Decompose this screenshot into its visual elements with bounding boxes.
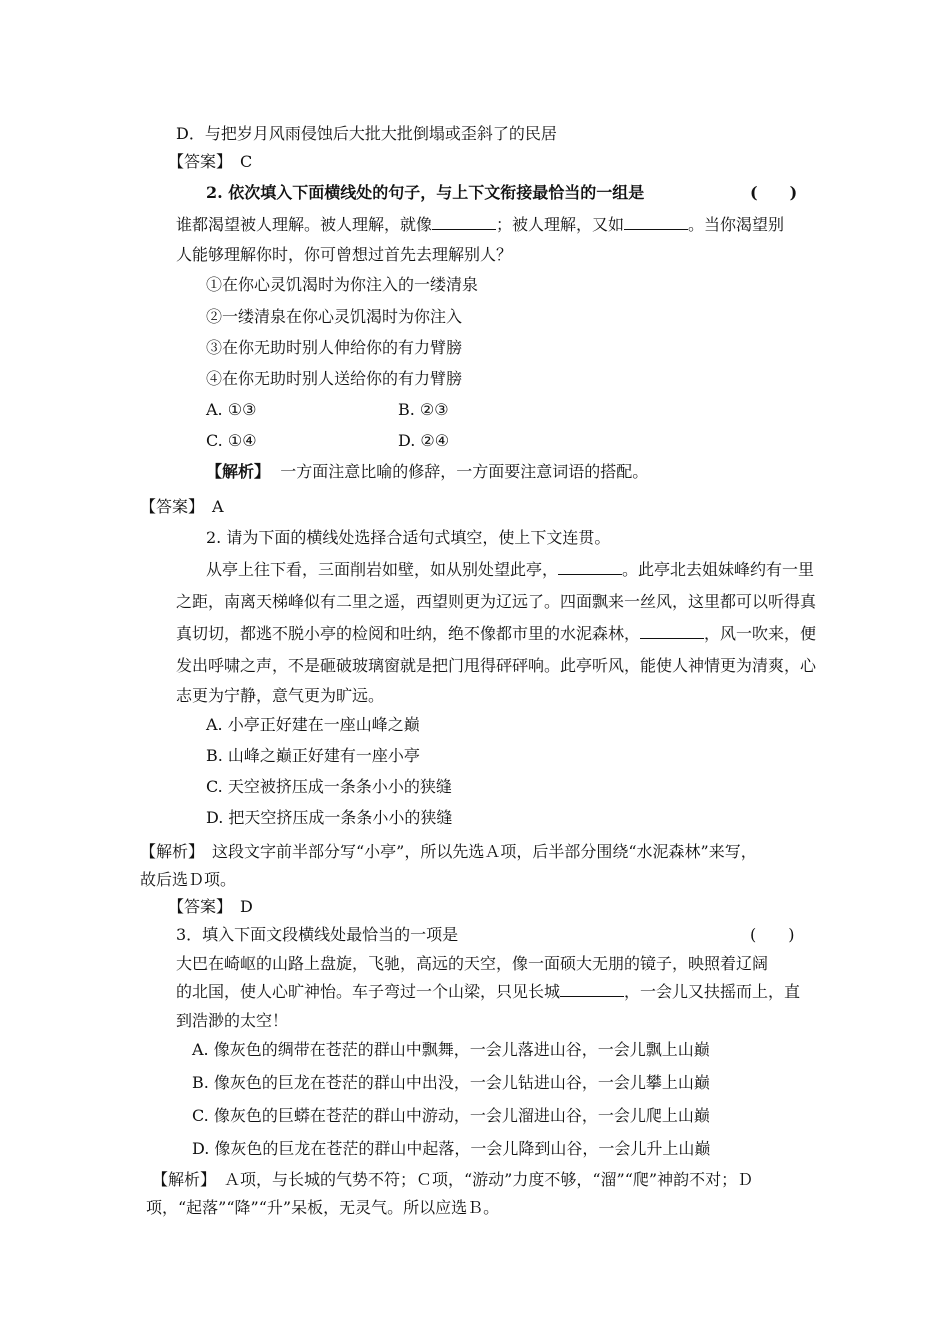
- passage-line: 到浩渺的太空！: [176, 1011, 289, 1030]
- option-c: C. 天空被挤压成一条条小小的狭缝: [206, 777, 452, 796]
- option-a: A. ①③: [206, 400, 257, 419]
- option-b: B. 像灰色的巨龙在苍茫的群山中出没，一会儿钻进山谷，一会儿攀上山巅: [192, 1073, 710, 1092]
- option-a: A. 像灰色的绸带在苍茫的群山中飘舞，一会儿落进山谷，一会儿飘上山巅: [192, 1040, 710, 1059]
- option-d: D. ②④: [398, 431, 450, 450]
- passage-text: 。当你渴望别: [688, 215, 785, 234]
- option-d: D. 把天空挤压成一条条小小的狭缝: [206, 808, 453, 827]
- sentence-2: ②一缕清泉在你心灵饥渴时为你注入: [206, 307, 463, 326]
- analysis-line: 【解析】 这段文字前半部分写“小亭”，所以先选Ａ项，后半部分围绕“水泥森林”来写，: [140, 842, 757, 861]
- sentence-3: ③在你无助时别人伸给你的有力臂膀: [206, 338, 463, 357]
- option-d-text: D．与把岁月风雨侵蚀后大批大批倒塌或歪斜了的民居: [176, 124, 557, 143]
- passage-text: ，一会儿又扶摇而上，直: [624, 982, 801, 1001]
- passage-line: 发出呼啸之声，不是砸破玻璃窗就是把门甩得砰砰响。此亭听风，能使人神情更为清爽，心: [176, 656, 817, 675]
- sentence-4: ④在你无助时别人送给你的有力臂膀: [206, 369, 463, 388]
- answer-paren: ( ): [750, 183, 798, 202]
- passage-line: 之距，南离天梯峰似有二里之遥，西望则更为辽远了。四面飘来一丝风，这里都可以听得真: [176, 592, 817, 611]
- option-a: A. 小亭正好建在一座山峰之巅: [206, 715, 420, 734]
- option-d: D. 像灰色的巨龙在苍茫的群山中起落，一会儿降到山谷，一会儿升上山巅: [192, 1139, 711, 1158]
- passage-text: 。此亭北去姐妹峰约有一里: [622, 560, 815, 579]
- passage-line: 大巴在崎岖的山路上盘旋，飞驰，高远的天空，像一面硕大无朋的镜子，映照着辽阔: [176, 954, 769, 973]
- option-c: C. 像灰色的巨蟒在苍茫的群山中游动，一会儿溜进山谷，一会儿爬上山巅: [192, 1106, 710, 1125]
- blank: [558, 560, 622, 575]
- question-2-stem: [206, 183, 644, 203]
- passage-text: 的北国，使人心旷神怡。车子弯过一个山梁，只见长城: [176, 982, 561, 1001]
- option-b: B. ②③: [398, 400, 449, 419]
- blank: [560, 982, 624, 997]
- passage-text: ，风一吹来，便: [704, 624, 817, 643]
- passage-text: 真切切，都逃不脱小亭的检阅和吐纳，绝不像都市里的水泥森林，: [176, 624, 641, 643]
- passage-text: ；被人理解，又如: [496, 215, 625, 234]
- answer-paren: ( ): [750, 925, 795, 944]
- analysis-line: 【解析】 Ａ项，与长城的气势不符；Ｃ项，“游动”力度不够，“溜”“爬”神韵不对；Ｄ: [152, 1170, 754, 1189]
- passage-text: 从亭上往下看，三面削岩如壁，如从别处望此亭，: [206, 560, 559, 579]
- passage-line: 志更为宁静，意气更为旷远。: [176, 686, 385, 705]
- passage-line: [206, 560, 814, 580]
- blank: [624, 215, 688, 230]
- passage-line: [176, 624, 816, 644]
- passage-text: 谁都渴望被人理解。被人理解，就像: [176, 215, 433, 234]
- answer-line: 【答案】 D: [168, 897, 253, 916]
- blank: [640, 624, 704, 639]
- passage-line: 人能够理解你时，你可曾想过首先去理解别人？: [176, 245, 513, 264]
- question-2b-stem: 2. 请为下面的横线处选择合适句式填空，使上下文连贯。: [206, 528, 611, 547]
- passage-line: [176, 982, 800, 1002]
- question-2-text: 2. 依次填入下面横线处的句子，与上下文衔接最恰当的一组是: [206, 183, 645, 202]
- sentence-1: ①在你心灵饥渴时为你注入的一缕清泉: [206, 275, 479, 294]
- option-c: C. ①④: [206, 431, 257, 450]
- option-b: B. 山峰之巅正好建有一座小亭: [206, 746, 420, 765]
- analysis-line: [206, 462, 648, 482]
- answer-line: 【答案】 A: [140, 497, 224, 516]
- passage-line: [176, 215, 784, 235]
- answer-line: 【答案】 C: [168, 152, 253, 171]
- analysis-text: 一方面注意比喻的修辞，一方面要注意词语的搭配。: [280, 462, 649, 481]
- analysis-line: 故后选Ｄ项。: [140, 870, 237, 889]
- blank: [432, 215, 496, 230]
- question-3-stem: 3．填入下面文段横线处最恰当的一项是: [176, 925, 459, 944]
- analysis-line: 项，“起落”“降”“升”呆板，无灵气。所以应选Ｂ。: [146, 1198, 500, 1217]
- analysis-label: 【解析】: [206, 462, 271, 481]
